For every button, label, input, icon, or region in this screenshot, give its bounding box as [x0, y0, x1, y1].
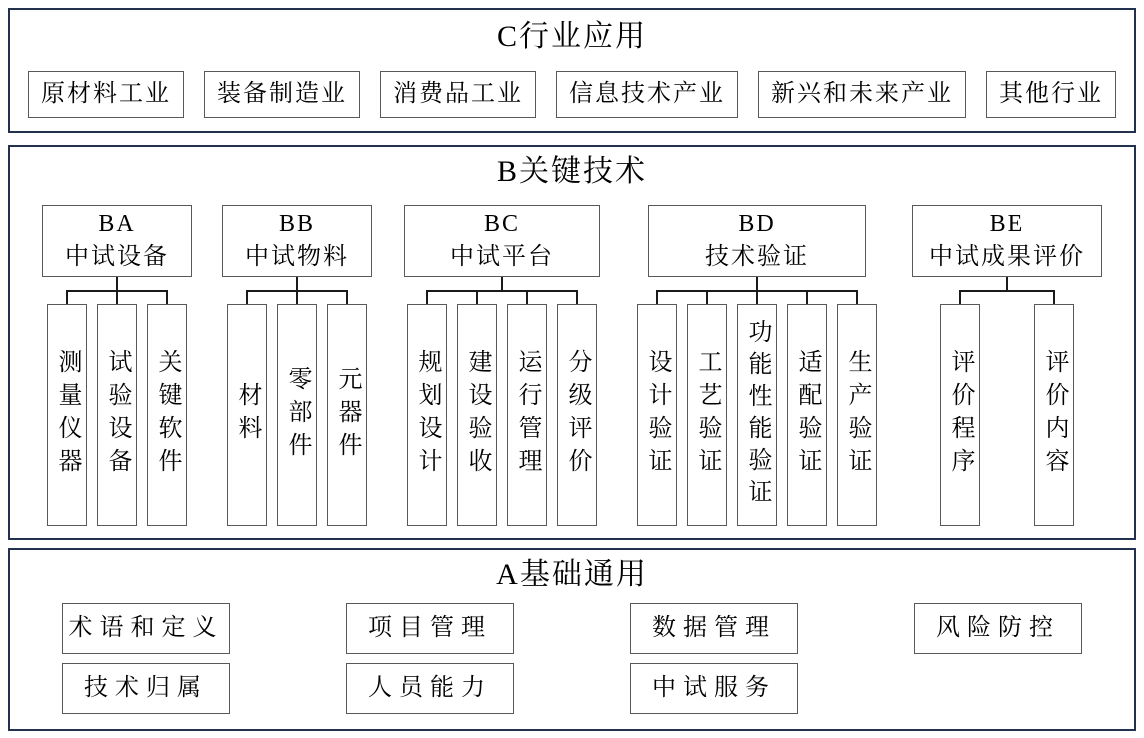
tech-child-box — [687, 304, 727, 526]
connector-tick — [526, 290, 528, 304]
tech-child-label: 设计验证 — [644, 349, 670, 481]
foundation-box-pilot-service: 中试服务 — [630, 663, 798, 714]
group-header-box-be — [912, 205, 1102, 277]
tech-child-box — [277, 304, 317, 526]
tech-child-box — [47, 304, 87, 526]
child-col — [142, 290, 192, 526]
tech-child-label: 试验设备 — [104, 349, 130, 481]
child-col — [732, 290, 782, 526]
connector-tick — [856, 290, 858, 304]
child-col — [402, 290, 452, 526]
group-children — [222, 290, 372, 526]
connector-tick — [296, 290, 298, 304]
key-technology-title: B关键技术 — [496, 155, 647, 188]
connector-tick — [656, 290, 658, 304]
tech-child-box — [407, 304, 447, 526]
foundation-box-project-management: 项目管理 — [346, 603, 514, 654]
tech-child-box — [97, 304, 137, 526]
connector-tick — [706, 290, 708, 304]
tech-child-label: 评价内容 — [1041, 349, 1067, 481]
tech-child-box — [327, 304, 367, 526]
connector-tick — [66, 290, 68, 304]
group-children — [632, 290, 882, 526]
tech-child-box — [940, 304, 980, 526]
group-header-box-bb — [222, 205, 372, 277]
group-name: 中试物料 — [245, 244, 349, 270]
tech-child-box — [737, 304, 777, 526]
connector-tick — [806, 290, 808, 304]
tech-child-label: 材料 — [234, 382, 260, 448]
child-col — [832, 290, 882, 526]
child-col — [272, 290, 322, 526]
foundation-box-data-management: 数据管理 — [630, 603, 798, 654]
foundation-box-terms-definitions: 术语和定义 — [62, 603, 230, 654]
child-col — [632, 290, 682, 526]
foundation-title: A基础通用 — [496, 558, 648, 591]
tech-child-label: 运行管理 — [514, 349, 540, 481]
group-name: 中试平台 — [450, 244, 554, 270]
child-col — [42, 290, 92, 526]
foundation-empty-cell — [914, 663, 1082, 714]
group-children — [402, 290, 602, 526]
connector-tick — [346, 290, 348, 304]
tech-child-box — [557, 304, 597, 526]
group-code: BA — [98, 211, 136, 237]
tech-child-label: 工艺验证 — [694, 349, 720, 481]
industry-box-other: 其他行业 — [986, 71, 1116, 118]
tech-child-label: 评价程序 — [947, 349, 973, 481]
tech-child-label: 元器件 — [334, 365, 360, 465]
industry-box-emerging-future: 新兴和未来产业 — [758, 71, 966, 118]
connector-tick — [116, 290, 118, 304]
industry-box-raw-materials: 原材料工业 — [28, 71, 184, 118]
group-code: BB — [278, 211, 315, 237]
child-col — [1007, 290, 1101, 526]
connector-stem — [756, 277, 758, 290]
connector-stem — [1006, 277, 1008, 290]
connector-tick — [959, 290, 961, 304]
tech-child-label: 零部件 — [284, 365, 310, 465]
tech-child-box — [637, 304, 677, 526]
group-header-box-bc — [404, 205, 600, 277]
child-col — [552, 290, 602, 526]
tech-child-box — [787, 304, 827, 526]
tech-child-box — [507, 304, 547, 526]
tech-child-label: 关键软件 — [154, 349, 180, 481]
tech-child-box — [1034, 304, 1074, 526]
connector-tick — [426, 290, 428, 304]
industry-application-section — [8, 8, 1136, 133]
key-technology-section — [8, 145, 1136, 540]
industry-application-title: C行业应用 — [496, 20, 647, 53]
industry-box-information-technology: 信息技术产业 — [556, 71, 738, 118]
connector-stem — [116, 277, 118, 290]
group-code: BD — [738, 211, 776, 237]
foundation-box-risk-control: 风险防控 — [914, 603, 1082, 654]
connector-tick — [576, 290, 578, 304]
group-code: BC — [483, 211, 520, 237]
group-children — [913, 290, 1101, 526]
foundation-section — [8, 548, 1136, 731]
connector-tick — [246, 290, 248, 304]
child-col — [502, 290, 552, 526]
foundation-grid — [10, 603, 1134, 714]
connector-tick — [756, 290, 758, 304]
tech-group-bc — [402, 205, 602, 526]
connector-tick — [166, 290, 168, 304]
group-name: 中试设备 — [65, 244, 169, 270]
tech-child-box — [147, 304, 187, 526]
child-col — [452, 290, 502, 526]
connector-tick — [476, 290, 478, 304]
foundation-box-personnel-capability: 人员能力 — [346, 663, 514, 714]
industry-box-row — [10, 71, 1134, 118]
group-name: 中试成果评价 — [929, 244, 1085, 270]
tech-child-label: 分级评价 — [564, 349, 590, 481]
industry-box-consumer-goods: 消费品工业 — [380, 71, 536, 118]
tech-child-label: 规划设计 — [414, 349, 440, 481]
connector-stem — [501, 277, 503, 290]
foundation-box-technology-attribution: 技术归属 — [62, 663, 230, 714]
child-col — [92, 290, 142, 526]
tech-child-label: 测量仪器 — [54, 349, 80, 481]
child-col — [682, 290, 732, 526]
group-name: 技术验证 — [705, 244, 809, 270]
connector-tick — [1053, 290, 1055, 304]
tech-child-box — [457, 304, 497, 526]
child-col — [913, 290, 1007, 526]
group-header-box-ba — [42, 205, 192, 277]
child-col — [322, 290, 372, 526]
group-header-box-bd — [648, 205, 866, 277]
child-col — [222, 290, 272, 526]
child-col — [782, 290, 832, 526]
tech-child-label: 适配验证 — [794, 349, 820, 481]
tech-child-label: 功能性能验证 — [744, 319, 770, 511]
group-children — [42, 290, 192, 526]
tech-child-box — [227, 304, 267, 526]
tech-group-ba — [42, 205, 192, 526]
tech-groups-row — [10, 205, 1134, 526]
tech-group-bb — [222, 205, 372, 526]
tech-group-be — [912, 205, 1102, 526]
industry-box-equipment-manufacturing: 装备制造业 — [204, 71, 360, 118]
tech-group-bd — [632, 205, 882, 526]
tech-child-label: 建设验收 — [464, 349, 490, 481]
group-code: BE — [989, 211, 1025, 237]
tech-child-label: 生产验证 — [844, 349, 870, 481]
connector-stem — [296, 277, 298, 290]
tech-child-box — [837, 304, 877, 526]
